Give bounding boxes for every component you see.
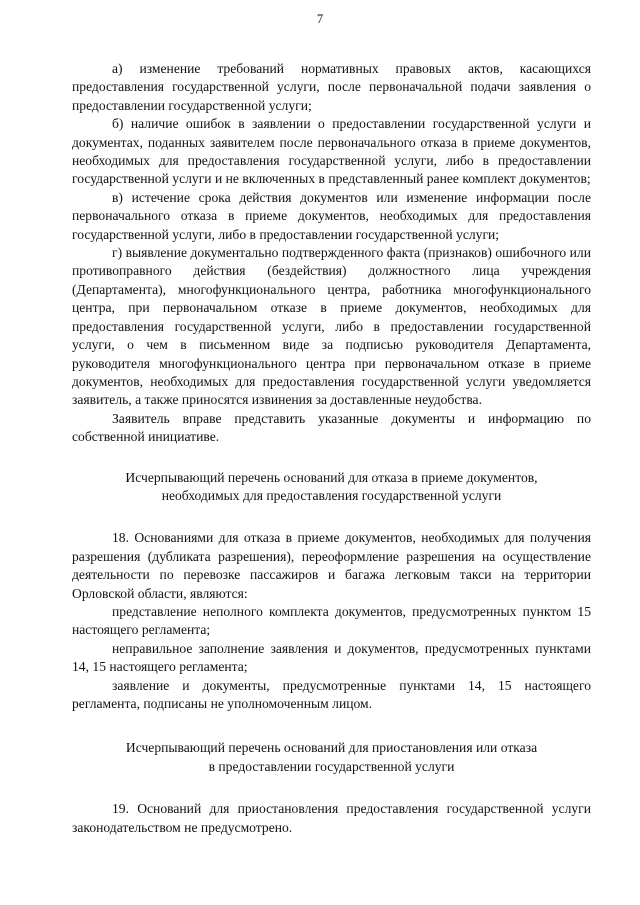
paragraph-ground-2: неправильное заполнение заявления и документов, предусмотренных пунктами 14, 15 настоящего регламента;	[72, 640, 591, 675]
paragraph-item-g: г) выявление документально подтвержденного факта (признаков) ошибочного или противоправного действия (бездействия) должностного лица учреждения (Департамента), многофункционального центра, работника многофункционального центра, при первоначальном отказе в приеме документов, необходимых для предоставления государственной услуги, либо в предоставлении государственной услуги, о чем в письменном виде за подписью руководителя Департамента, руководителя многофункционального центра при первоначальном отказе в приеме документов, необходимых для предоставления государственной услуги уведомляется заявитель, а также приносятся извинения за доставленные неудобства.	[72, 245, 591, 408]
paragraph-ground-1: представление неполного комплекта документов, предусмотренных пунктом 15 настоящего регламента;	[72, 603, 591, 638]
document-body	[72, 60, 591, 837]
paragraph-item-b: б) наличие ошибок в заявлении о предоставлении государственной услуги и документах, поданных заявителем после первоначального отказа в приеме документов, необходимых для предоставления государственной услуги, либо в предоставлении государственной услуги и не включенных в представленный ранее комплект документов;	[72, 116, 591, 187]
section-heading-suspension	[72, 739, 591, 776]
section-heading-line: Исчерпывающий перечень оснований для приостановления или отказа	[125, 740, 538, 756]
paragraph-item-19: 19. Оснований для приостановления предоставления государственной услуги законодательством не предусмотрено.	[72, 801, 591, 835]
section-heading-line: Исчерпывающий перечень оснований для отказа в приеме документов,	[125, 469, 538, 485]
paragraph-item-18: 18. Основаниями для отказа в приеме документов, необходимых для получения разрешения (дубликата разрешения), переоформление разрешения на осуществление деятельности по перевозке пассажиров и багажа легковым такси на территории Орловской области, являются:	[72, 530, 591, 601]
paragraph-item-v: в) истечение срока действия документов или изменение информации после первоначального отказа в приеме документов, необходимых для предоставления государственной услуги, либо в предоставлении государственной услуги;	[72, 189, 591, 242]
page-number: 7	[316, 12, 324, 26]
section-heading-line: необходимых для предоставления государственной услуги	[161, 487, 502, 503]
section-heading-line: в предоставлении государственной услуги	[208, 758, 455, 774]
paragraph-ground-3: заявление и документы, предусмотренные пунктами 14, 15 настоящего регламента, подписаны не уполномоченным лицом.	[72, 677, 591, 711]
paragraph-applicant-right: Заявитель вправе представить указанные документы и информацию по собственной инициативе.	[72, 410, 591, 445]
paragraph-item-a: а) изменение требований нормативных правовых актов, касающихся предоставления государственной услуги, после первоначальной подачи заявления о предоставлении государственной услуги;	[72, 61, 591, 113]
section-heading-refusal-docs	[72, 469, 591, 506]
